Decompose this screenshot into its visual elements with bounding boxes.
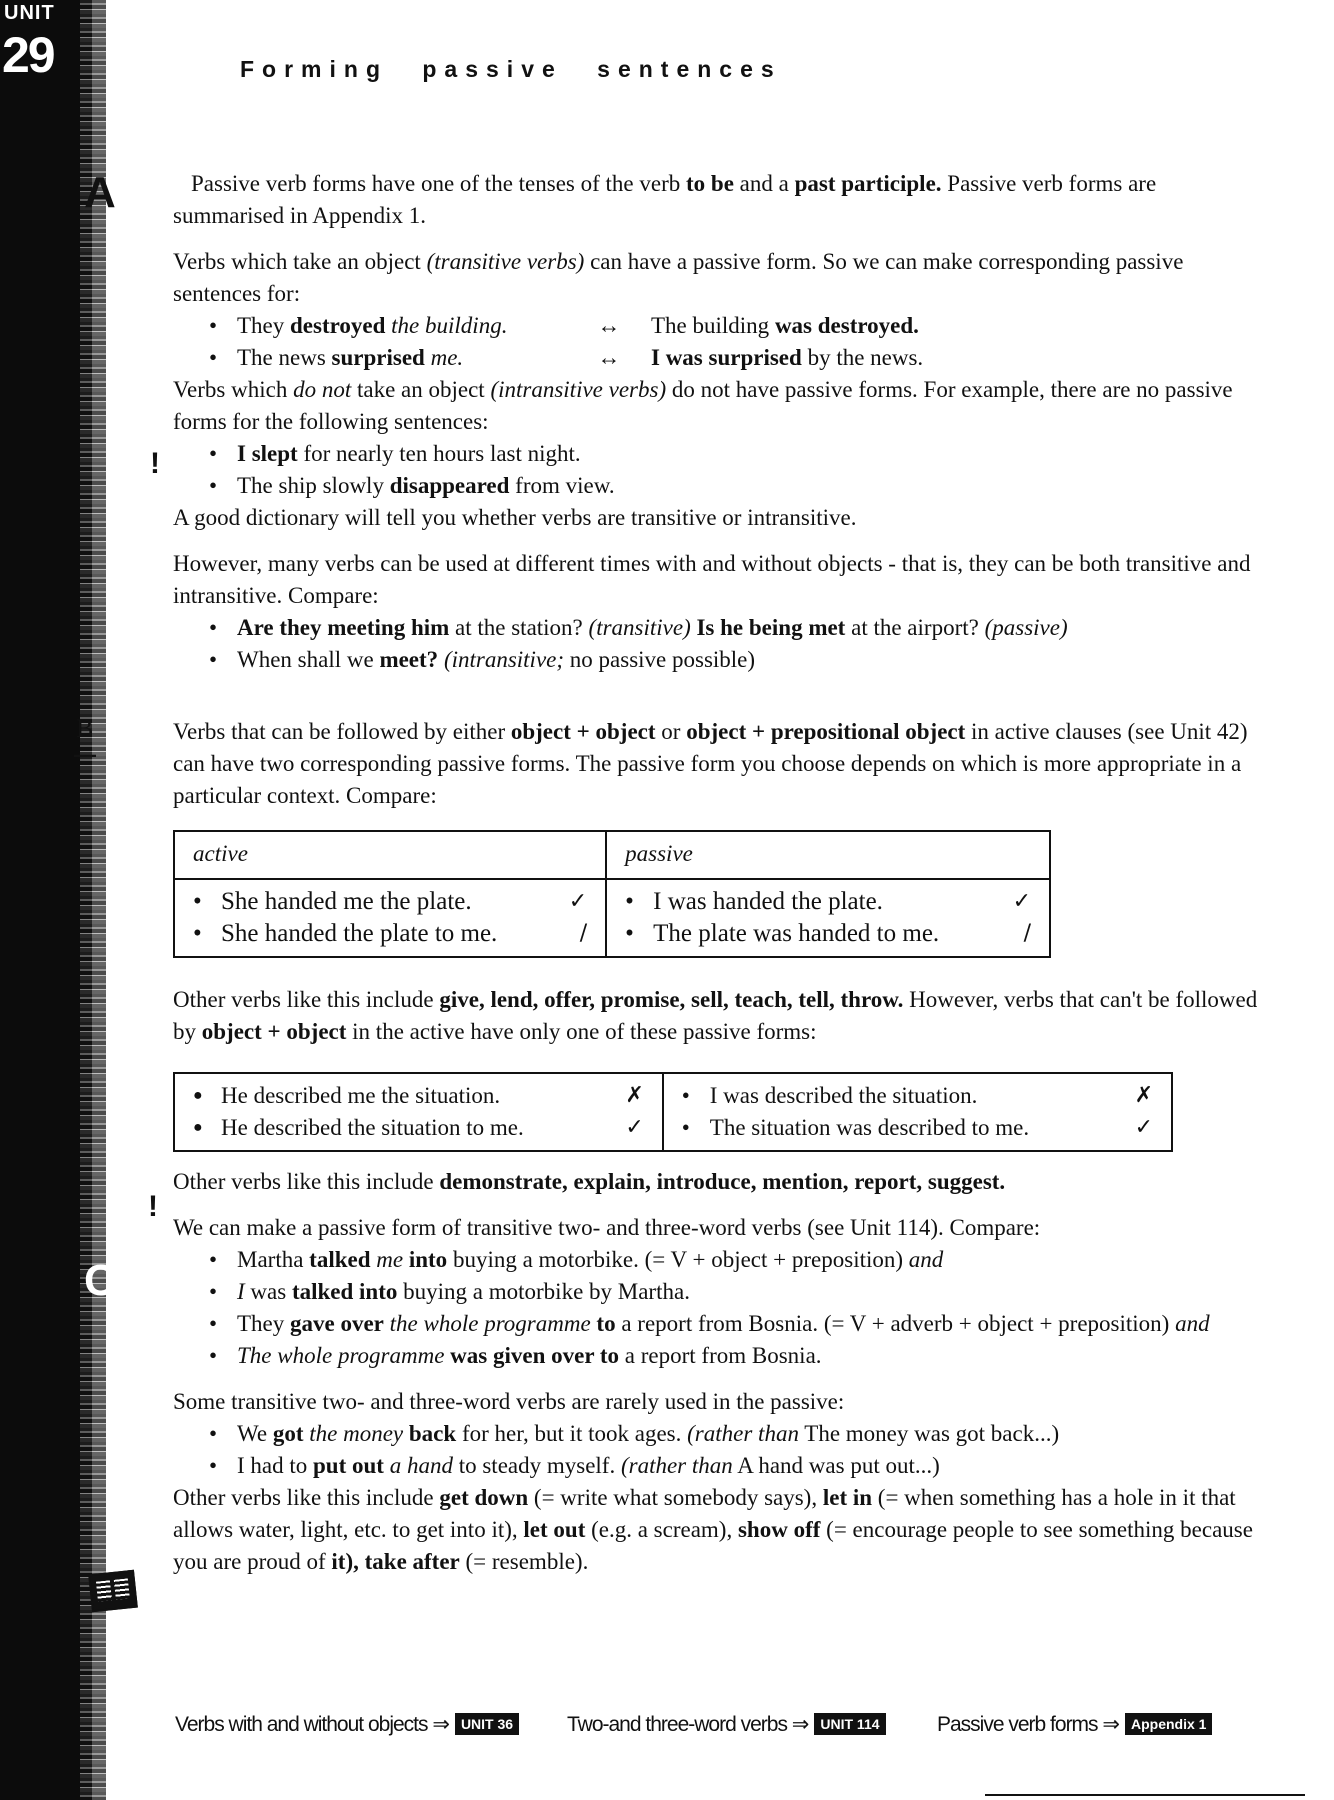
list-item: • The ship slowly disappeared from view. [209,470,1273,502]
list-item: • She handed me the plate. ✓ [193,886,587,918]
list-item: • I slept for nearly ten hours last night. [209,438,1273,470]
section-b-intro: Verbs that can be followed by either object + object or object + prepositional object in active clauses (see Unit 42) can have two corresponding passive forms. The passive form you choose depends on which is more appropriate in a particular context. Compare: [173,719,1248,808]
unit-badge: UNIT 36 [455,1713,519,1735]
active-cell [174,879,606,957]
tick-icon: ✓ [1134,1115,1153,1140]
list-item: • I had to put out a hand to steady myself. (rather than A hand was put out...) [209,1450,1273,1482]
double-arrow-icon: ↔ [597,345,621,370]
rarely-passive-note: Some transitive two- and three-word verbs are rarely used in the passive: [173,1389,845,1414]
section-c-marker: C [84,1256,116,1305]
unit-badge: UNIT 114 [814,1713,885,1735]
main-content [173,168,1273,1578]
footer-ref-unit-36[interactable]: Verbs with and without objects ⇒ UNIT 36 [175,1712,519,1737]
phrasal-examples [173,1244,1273,1372]
list-item: • The news surprised me. ↔ I was surprised by the news. [209,342,1273,374]
dictionary-note: A good dictionary will tell you whether verbs are transitive or intransitive. [173,505,857,530]
list-item: • The situation was described to me. ✓ [682,1112,1153,1144]
intransitive-examples [173,438,1273,502]
tick-icon: / [1023,921,1031,946]
double-arrow-icon: ↔ [597,313,621,338]
spine-edge [80,0,106,1800]
list-item: • The whole programme was given over to a report from Bosnia. [209,1340,1273,1372]
cross-icon: ✗ [1134,1083,1153,1108]
table-header-passive: passive [606,831,1050,879]
list-item: • They destroyed the building. ↔ The building was destroyed. [209,310,1273,342]
unit-spine [0,0,92,1800]
footer-ref-unit-114[interactable]: Two-and three-word verbs ⇒ UNIT 114 [567,1712,886,1737]
other-phrasal-paragraph: Other verbs like this include get down (= write what somebody says), let in (= when something has a hole in it that allows water, light, etc. to get into it), let out (e.g. a scream), show off (= encourage people to see something because you are proud of it), take after (= resemble). [173,1485,1253,1574]
cross-icon: ✗ [625,1083,644,1108]
tick-icon: ✓ [625,1115,644,1140]
cross-reference-footer [175,1712,1235,1746]
dictionary-book-icon [88,1570,138,1613]
list-item: • Are they meeting him at the station? (transitive) Is he being met at the airport? (passive) [209,612,1273,644]
list-item: • I was described the situation. ✗ [682,1080,1153,1112]
section-a-marker: A [84,168,116,217]
exclamation-warning-icon: ! [150,447,160,480]
tick-icon: / [579,921,588,946]
unit-label: UNIT [4,2,55,24]
list-item: • She handed the plate to me. / [193,918,587,950]
tick-icon: ✓ [568,889,588,914]
list-item: ● He described the situation to me. ✓ [193,1112,644,1144]
passive-wrong-right-cell [663,1073,1172,1151]
section-a-intro: Passive verb forms have one of the tenses of the verb to be and a past participle. Passive verb forms are summarised in Appendix 1. [173,171,1157,228]
wrong-right-cell [174,1073,663,1151]
described-table [173,1072,1173,1152]
list-item: • I was handed the plate. ✓ [625,886,1031,918]
section-b-dash: — [74,742,96,767]
rarely-examples [173,1418,1273,1482]
tick-icon: ✓ [1012,889,1031,914]
passive-cell [606,879,1050,957]
list-item: • We got the money back for her, but it took ages. (rather than The money was got back...) [209,1418,1273,1450]
intransitive-paragraph: Verbs which do not take an object (intransitive verbs) do not have passive forms. For example, there are no passive forms for the following sentences: [173,377,1233,434]
footer-ref-appendix-1[interactable]: Passive verb forms ⇒ Appendix 1 [937,1712,1212,1737]
page-rule [985,1794,1305,1796]
other-verbs-paragraph: Other verbs like this include give, lend, offer, promise, sell, teach, tell, throw. However, verbs that can't be followed by object + object in the active have only one of these passive forms: [173,987,1258,1044]
however-paragraph: However, many verbs can be used at different times with and without objects - that is, they can be both transitive and intransitive. Compare: [173,551,1251,608]
active-passive-table [173,830,1051,958]
section-b-marker: B [76,714,94,743]
list-item: • Martha talked me into buying a motorbike. (= V + object + preposition) and [209,1244,1273,1276]
appendix-badge: Appendix 1 [1125,1713,1212,1735]
exclamation-warning-icon: ! [148,1190,158,1223]
list-item: • The plate was handed to me. / [625,918,1031,950]
unit-number: 29 [2,27,54,83]
list-item: • I was talked into buying a motorbike by Martha. [209,1276,1273,1308]
compare-examples [173,612,1273,676]
transitive-examples [173,310,1273,374]
list-item: • When shall we meet? (intransitive; no passive possible) [209,644,1273,676]
page-title: Forming passive sentences [240,56,782,82]
table-header-active: active [174,831,606,879]
list-item: • They gave over the whole programme to a report from Bosnia. (= V + adverb + object + preposition) and [209,1308,1273,1340]
transitive-paragraph: Verbs which take an object (transitive verbs) can have a passive form. So we can make corresponding passive sentences for: [173,249,1184,306]
section-c-intro: We can make a passive form of transitive two- and three-word verbs (see Unit 114). Compare: [173,1215,1041,1240]
list-item: ● He described me the situation. ✗ [193,1080,644,1112]
other-verbs-2: Other verbs like this include demonstrate, explain, introduce, mention, report, suggest. [173,1169,1006,1194]
